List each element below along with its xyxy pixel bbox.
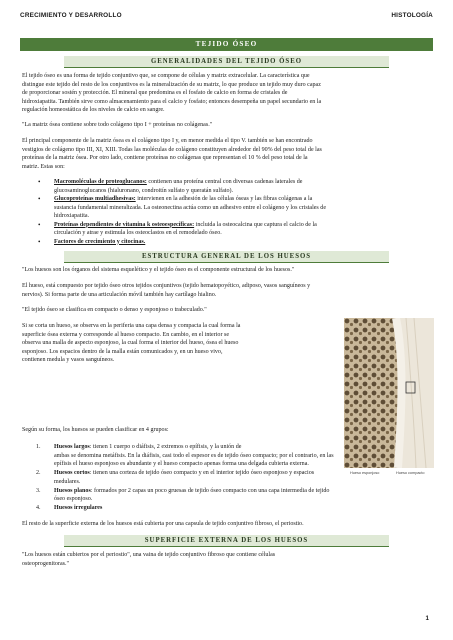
list-number: 4. <box>36 505 41 511</box>
list-term: Huesos cortos <box>54 470 90 476</box>
text-line: El tejido óseo es una forma de tejido conjuntivo que, se compone de células y matriz extracelular. La característica que <box>22 73 310 79</box>
bullet-marker: • <box>38 195 41 203</box>
quote-matriz: "La matriz ósea contiene sobre todo colágeno tipo I + proteínas no colágenas." <box>22 122 213 128</box>
header-left: CRECIMIENTO Y DESARROLLO <box>20 12 122 19</box>
text-line: : formados por 2 capas un poco gruesas de tejido óseo compacto con una capa intermedia de tejido <box>90 487 330 494</box>
list-item <box>54 504 102 512</box>
bullet-term: Proteínas dependientes de vitamina k osteoespecíficas: <box>54 221 195 228</box>
text-line: hidroxiapatita. También sirve como almacenamiento para el calcio y fosfato; entonces desempeña un papel secundario en la <box>22 98 322 105</box>
list-number: 2. <box>36 470 41 476</box>
text-line: hidroxiapatita. <box>54 213 90 219</box>
bullet-term: Macromoléculas de proteoglucanos: <box>54 179 147 185</box>
bullet-marker: • <box>38 237 41 246</box>
page-header <box>20 12 433 24</box>
page-number: 1 <box>425 615 429 622</box>
text-line: medulares. <box>54 478 81 485</box>
text-line: observa una malla de aspecto esponjoso, la cual forma el interior del hueso, ósea el hueso <box>22 340 239 346</box>
text-line: vestigios de colágeno tipo III, XI, XIII. Todas las moléculas de colágeno constituyen alrededor del 90% del peso total de las <box>22 146 322 153</box>
text-line: : tienen una corteza de tejido óseo compacto y en el interior tejido óseo esponjoso y espacios <box>89 470 315 476</box>
list-item <box>54 487 329 495</box>
text-line: sustancia fundamental mineralizada. La osteonectina actúa como un adhesivo entre el colágeno y los cristales de <box>54 204 327 211</box>
page-title: TEJIDO ÓSEO <box>20 38 433 51</box>
text-line: ambas se denomina metáfisis. En la diáfisis, casi todo el espesor es de tejido óseo compacto; por el contrario, en las <box>54 452 334 459</box>
caption-spongy: Hueso esponjoso <box>350 471 380 475</box>
bullet-marker: • <box>38 220 41 229</box>
header-right: HISTOLOGÍA <box>391 12 433 19</box>
text-line: óseo esponjoso. <box>54 496 93 502</box>
paragraph-periostio: El resto de la superficie externa de los huesos está cubierta por una capsula de tejido conjuntivo fibroso, el periostio. <box>22 521 304 527</box>
section-heading-superficie: SUPERFICIE EXTERNA DE LOS HUESOS <box>64 535 389 547</box>
text-line: superficie ósea externa y corresponde al hueso compacto. En cambio, en el interior se <box>22 331 230 338</box>
text-line: distingue este tejido del resto de los conjuntivos es la mineralización de su matriz, lo que produce un tejido muy duro capaz <box>22 81 321 88</box>
quote-clasificacion: "El tejido óseo se clasifica en compacto o denso y esponjoso o trabeculado." <box>22 307 207 313</box>
paragraph-forma: Según su forma, los huesos se pueden clasificar en 4 grupos: <box>22 427 169 433</box>
list-number: 1. <box>36 444 41 450</box>
text-line: nervios). Si forma parte de una articulación móvil también hay cartílago hialino. <box>22 291 217 298</box>
text-line: El hueso, está compuesto por tejido óseo otros tejidos conjuntivos (tejido hematopoyético, adiposo, vasos sanguíneos y <box>22 283 311 289</box>
text-line: de proporcionar sostén y protección. El mineral que predomina es el fosfato de calcio en forma de cristales de <box>22 90 288 96</box>
text-line: contienen medula y vasos sanguíneos. <box>22 357 115 363</box>
list-item <box>54 221 317 229</box>
text-line: incluida la osteocalcina que captura el calcio de la <box>195 221 317 228</box>
list-term: Huesos planos <box>54 487 91 494</box>
text-line: osteoprogenitoras." <box>22 560 69 567</box>
text-line: esponjoso. Los espacios dentro de la malla están comunicados y, en un hueso vivo, <box>22 348 223 355</box>
text-line: glucosaminoglucanos (hialuronano, condroitín sulfato y queratán sulfato). <box>54 187 234 194</box>
text-line: intervienen en la adhesión de las células óseas y las fibras colágenas a la <box>137 196 313 202</box>
list-item <box>54 178 302 186</box>
quote-huesos: "Los huesos son los órganos del sistema esquelético y el tejido óseo es el componente estructural de los huesos." <box>22 267 295 273</box>
text-line: El principal componente de la matriz ósea es el colágeno tipo I y, en menor medida el tipo V. también se han encontrado <box>22 138 313 144</box>
text-line: contienen una proteína central con diversas cadenas laterales de <box>148 179 303 185</box>
bone-section-image <box>344 318 434 468</box>
list-item <box>54 443 241 451</box>
bullet-term: Glucoproteínas multiadhesivas: <box>54 196 136 202</box>
bullet-marker: • <box>38 178 41 186</box>
text-line: "Los huesos están cubiertos por el periostio", una vaina de tejido conjuntivo fibroso que contiene células <box>22 552 276 558</box>
text-line: Si se corta un hueso, se observa en la periferia una capa densa y compacta la cual forma la <box>22 323 241 329</box>
list-term: Huesos irregulares <box>54 505 103 511</box>
section-heading-generalidades: GENERALIDADES DEL TEJIDO ÓSEO <box>64 56 389 68</box>
bullet-term: Factores de crecimiento y citocinas. <box>54 238 146 245</box>
text-line: proteínas de la matriz ósea. Por otro lado, contiene proteínas no colágenas que representan el 10 % del peso total de la <box>22 155 308 161</box>
text-line: : tienen 1 cuerpo o diáfisis, 2 extremos o epífisis, y la unión de <box>89 444 242 450</box>
text-line: matriz. Estas son: <box>22 163 65 170</box>
caption-compact: Hueso compacto <box>396 471 425 475</box>
list-number: 3. <box>36 487 41 494</box>
list-item <box>54 238 145 246</box>
text-line: regulación homeostática de los niveles de calcio en sangre. <box>22 107 165 113</box>
list-item <box>54 469 314 477</box>
text-line: epífisis el hueso esponjoso es abundante y el hueso compacto apenas forma una delgada cubierta externa. <box>54 461 309 467</box>
text-line: circulación y atrae y estimula los osteoclastos en el remodelado óseo. <box>54 230 222 236</box>
list-term: Huesos largos <box>54 444 90 450</box>
section-heading-estructura: ESTRUCTURA GENERAL DE LOS HUESOS <box>64 251 389 263</box>
list-item <box>54 195 312 203</box>
